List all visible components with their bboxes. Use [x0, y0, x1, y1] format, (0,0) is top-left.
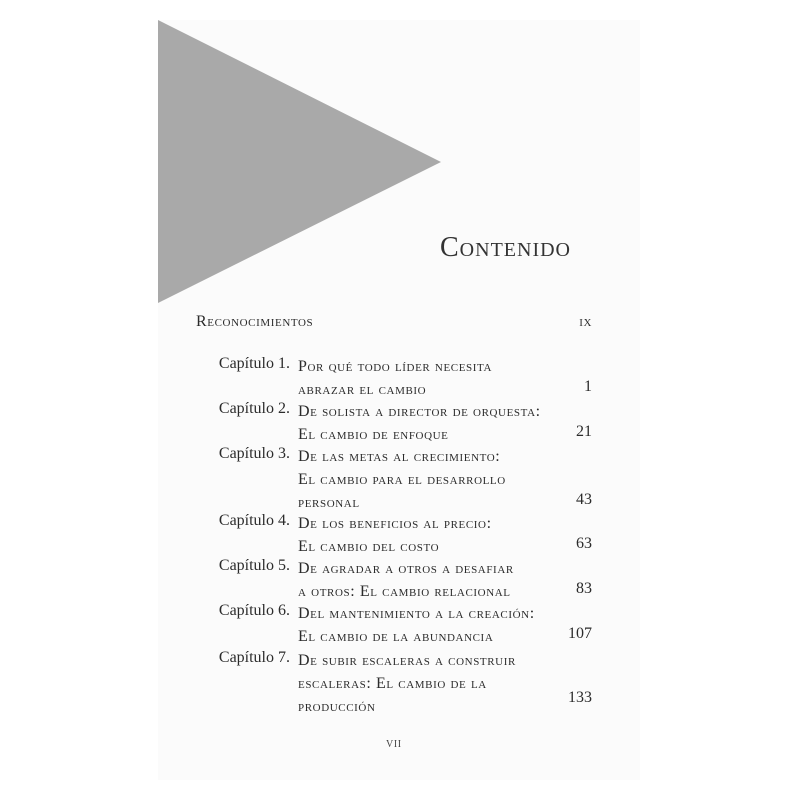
acknowledgements-page: ix: [579, 313, 592, 330]
chapter-title: De subir escaleras a construir escaleras: El cambio de la producción: [298, 652, 516, 715]
toc-entry-chapter-5[interactable]: [190, 557, 592, 603]
chapter-page: 1: [584, 378, 592, 395]
contents-heading: Contenido: [440, 232, 571, 263]
acknowledgements-label: Reconocimientos: [196, 313, 314, 330]
page-number: vii: [386, 736, 402, 751]
toc-entry-chapter-3[interactable]: [190, 445, 592, 514]
chapter-title: De los beneficios al precio: El cambio del costo: [298, 515, 492, 555]
chapter-title: De las metas al crecimiento: El cambio para el desarrollo personal: [298, 448, 506, 511]
chapter-page: 63: [576, 535, 592, 552]
chapter-label: Capítulo 2.: [218, 400, 290, 417]
toc-entry-chapter-7[interactable]: [190, 649, 592, 718]
chapter-page: 83: [576, 580, 592, 597]
toc-entry-chapter-6[interactable]: [190, 602, 592, 648]
chapter-title: De solista a director de orquesta: El cambio de enfoque: [298, 403, 541, 443]
chapter-label: Capítulo 4.: [218, 512, 290, 529]
chapter-label: Capítulo 7.: [218, 649, 290, 666]
toc-entry-chapter-4[interactable]: [190, 512, 592, 558]
chapter-label: Capítulo 3.: [218, 445, 290, 462]
chapter-title: De agradar a otros a desafiar a otros: El cambio relacional: [298, 560, 514, 600]
chapter-label: Capítulo 6.: [218, 602, 290, 619]
chapter-label: Capítulo 5.: [218, 557, 290, 574]
chapter-page: 21: [576, 423, 592, 440]
chapter-title: Del mantenimiento a la creación: El cambio de la abundancia: [298, 605, 535, 645]
chapter-label: Capítulo 1.: [218, 355, 290, 372]
chapter-page: 133: [568, 689, 592, 706]
decorative-triangle: [158, 20, 458, 310]
chapter-title: Por qué todo líder necesita abrazar el cambio: [298, 358, 493, 398]
chapter-page: 107: [568, 625, 592, 642]
toc-entry-chapter-1[interactable]: [190, 355, 592, 401]
chapter-page: 43: [576, 491, 592, 508]
toc-entry-chapter-2[interactable]: [190, 400, 592, 446]
